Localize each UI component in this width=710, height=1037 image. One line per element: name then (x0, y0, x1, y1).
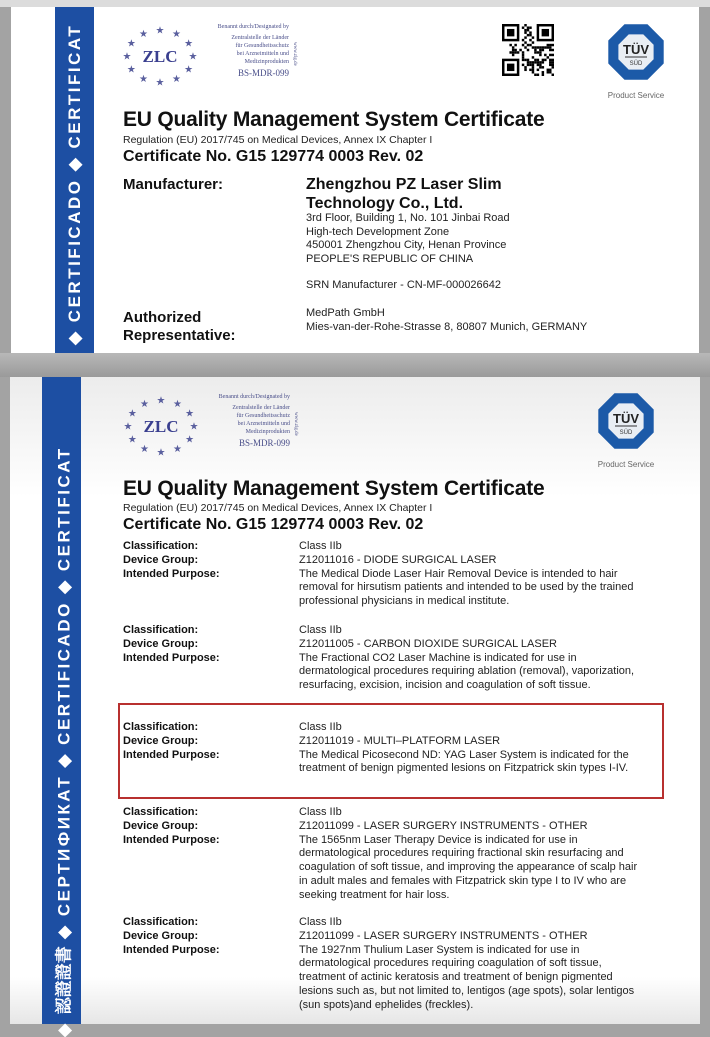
zlc-logo-text: ZLC (143, 417, 179, 436)
star-icon: ★ (123, 421, 133, 433)
zlc-url: www.zlg.de (292, 42, 297, 66)
device-entry-highlighted (123, 721, 663, 776)
star-icon: ★ (173, 398, 182, 410)
star-icon: ★ (126, 38, 136, 50)
tuv-sud-logo-icon (605, 21, 667, 83)
tuv-logo-subtext: SÜD (619, 430, 633, 436)
star-icon: ★ (140, 444, 149, 456)
tuv-logo-text: TÜV (623, 42, 649, 57)
intended-purpose-value: The Medical Picosecond ND: YAG Laser System is indicated for the treatment of benign pigmented lesions on Fitzpatrick skin types I-IV. (299, 748, 629, 775)
representative-info (306, 307, 587, 334)
representative-label: Authorized Representative: (123, 309, 236, 344)
device-entry (123, 540, 663, 609)
tuv-logo-text: TÜV (613, 411, 639, 426)
star-icon: ★ (127, 434, 137, 446)
side-band (55, 7, 94, 353)
srn-manufacturer: SRN Manufacturer - CN-MF-000026642 (306, 279, 502, 291)
tuv-logo-block (601, 21, 671, 100)
zlc-text (210, 394, 290, 448)
intended-purpose-label: Intended Purpose: (123, 943, 220, 956)
band-diamond: ◆ (54, 752, 73, 768)
tuv-caption: Product Service (597, 460, 655, 469)
device-group-label: Device Group: (123, 929, 199, 942)
star-icon: ★ (156, 395, 166, 407)
intended-purpose-label: Intended Purpose: (123, 651, 220, 664)
side-band (42, 377, 81, 1037)
star-icon: ★ (127, 408, 137, 420)
star-icon: ★ (122, 51, 132, 63)
classification-value: Class IIb (299, 916, 342, 928)
device-group-value: Z12011099 - LASER SURGERY INSTRUMENTS - OTHER (299, 929, 588, 942)
star-icon: ★ (139, 28, 148, 40)
device-entry (123, 806, 663, 903)
band-diamond: ◆ (54, 1021, 73, 1037)
representative-name: MedPath GmbH (306, 307, 385, 319)
star-icon: ★ (172, 74, 181, 86)
classification-value: Class IIb (299, 540, 342, 552)
intended-purpose-value: The 1565nm Laser Therapy Device is indicated for use in dermatological procedures requiring fractional skin resurfacing and coagulation of soft tissue, and improving the appearance of scalp hair in adult males and females with Fitzpatrick skin type I to IV who are seeking treatment for hair loss. (299, 833, 638, 901)
representative-address: Mies-van-der-Rohe-Strasse 8, 80807 Munich, GERMANY (306, 320, 588, 333)
device-entry (123, 624, 663, 693)
zlc-url: www.zlg.de (293, 412, 298, 436)
certificate-number: Certificate No. G15 129774 0003 Rev. 02 (123, 148, 424, 165)
tuv-caption: Product Service (607, 91, 665, 100)
star-icon: ★ (184, 38, 194, 50)
star-icon: ★ (188, 51, 198, 63)
zlc-code: BS-MDR-099 (237, 68, 289, 78)
zlc-logo-block (122, 394, 298, 458)
viewer-top-strip (0, 0, 710, 7)
intended-purpose-label: Intended Purpose: (123, 833, 220, 846)
band-diamond: ◆ (64, 329, 84, 345)
device-group-label: Device Group: (123, 734, 199, 747)
classification-value: Class IIb (299, 806, 342, 818)
classification-label: Classification: (123, 916, 199, 928)
device-group-label: Device Group: (123, 553, 199, 566)
star-icon: ★ (140, 398, 149, 410)
device-group-value: Z12011005 - CARBON DIOXIDE SURGICAL LASER (299, 637, 557, 650)
band-diamond: ◆ (54, 578, 73, 594)
band-diamond: ◆ (54, 923, 73, 939)
zlc-authority: Zentralstelle der Länder für Gesundheitsschutz bei Arzneimitteln und Medizinprodukten (231, 35, 289, 65)
tuv-logo-subtext: SÜD (629, 61, 643, 67)
page-gap (0, 353, 710, 377)
manufacturer-address: 3rd Floor, Building 1, No. 101 Jinbai Road High-tech Development Zone 450001 Zhengzhou City, Henan Province PEOPLE'S REPUBLIC OF CHINA (306, 212, 510, 265)
side-band-text (49, 446, 74, 1037)
zlc-star-ring-icon (122, 394, 200, 458)
intended-purpose-value: The Medical Diode Laser Hair Removal Device is intended to hair removal for hirsutism patients and intended to be used by the trained professional physicians in medical institute. (299, 567, 634, 608)
intended-purpose-label: Intended Purpose: (123, 567, 220, 580)
certificate-page-2 (10, 377, 700, 1037)
star-icon: ★ (185, 434, 195, 446)
zlc-designated: Benannt durch/Designated by (218, 394, 290, 400)
manufacturer-name: Zhengzhou PZ Laser Slim Technology Co., Ltd. (306, 176, 502, 212)
star-icon: ★ (139, 74, 148, 86)
star-icon: ★ (173, 444, 182, 456)
tuv-sud-logo-icon (595, 390, 657, 452)
zlc-logo-block (121, 24, 297, 88)
tuv-logo-block (593, 390, 659, 469)
intended-purpose-label: Intended Purpose: (123, 748, 220, 761)
classification-label: Classification: (123, 540, 199, 552)
star-icon: ★ (185, 408, 195, 420)
regulation-text: Regulation (EU) 2017/745 on Medical Devices, Annex IX Chapter I (123, 134, 433, 146)
zlc-logo-text: ZLC (142, 47, 178, 66)
certificate-page-1 (11, 7, 699, 353)
star-icon: ★ (189, 421, 199, 433)
certificate-title: EU Quality Management System Certificate (123, 108, 545, 131)
side-band-text (65, 24, 85, 345)
device-group-value: Z12011019 - MULTI–PLATFORM LASER (299, 734, 501, 747)
band-word: CERTIFICADO (54, 601, 73, 745)
device-group-label: Device Group: (123, 637, 199, 650)
star-icon: ★ (126, 64, 136, 76)
certificate-number: Certificate No. G15 129774 0003 Rev. 02 (123, 516, 424, 533)
regulation-text: Regulation (EU) 2017/745 on Medical Devices, Annex IX Chapter I (123, 502, 433, 514)
zlc-authority: Zentralstelle der Länder für Gesundheitsschutz bei Arzneimitteln und Medizinprodukten (232, 405, 290, 435)
star-icon: ★ (155, 25, 165, 37)
classification-value: Class IIb (299, 624, 342, 636)
classification-label: Classification: (123, 806, 199, 818)
star-icon: ★ (156, 447, 166, 459)
zlc-text (209, 24, 289, 78)
zlc-code: BS-MDR-099 (238, 438, 290, 448)
zlc-star-ring-icon (121, 24, 199, 88)
device-group-value: Z12011016 - DIODE SURGICAL LASER (299, 553, 497, 566)
certificate-title: EU Quality Management System Certificate (123, 477, 545, 500)
intended-purpose-value: The Fractional CO2 Laser Machine is indicated for use in dermatological procedures requiring ablation (removal), vaporization, resurfacing, excision, incision and coagulation of soft tissue. (299, 651, 635, 692)
band-word: CERTIFICADO (64, 178, 84, 323)
band-word: СЕРТИФИКАТ (54, 774, 73, 917)
star-icon: ★ (155, 77, 165, 89)
manufacturer-label: Manufacturer: (123, 176, 224, 193)
star-icon: ★ (184, 64, 194, 76)
device-group-label: Device Group: (123, 819, 199, 832)
intended-purpose-value: The 1927nm Thulium Laser System is indicated for use in dermatological procedures requiring coagulation of soft tissue, treatment of actinic keratosis and treatment of benign pigmented lesions such as, but not limited to, lentigos (age spots), solar lentigos (sun spots)and ephelides (freckles). (299, 943, 635, 1011)
device-entry (123, 916, 663, 1013)
band-word: CERTIFICAT (64, 23, 84, 149)
band-word: CERTIFICAT (54, 446, 73, 572)
star-icon: ★ (172, 28, 181, 40)
classification-label: Classification: (123, 721, 199, 733)
band-word-cjk: 認證證書 (54, 946, 73, 1015)
band-diamond: ◆ (64, 155, 84, 172)
device-group-value: Z12011099 - LASER SURGERY INSTRUMENTS - OTHER (299, 819, 588, 832)
classification-value: Class IIb (299, 721, 342, 733)
qr-code (502, 24, 554, 76)
classification-label: Classification: (123, 624, 199, 636)
zlc-designated: Benannt durch/Designated by (217, 24, 289, 30)
